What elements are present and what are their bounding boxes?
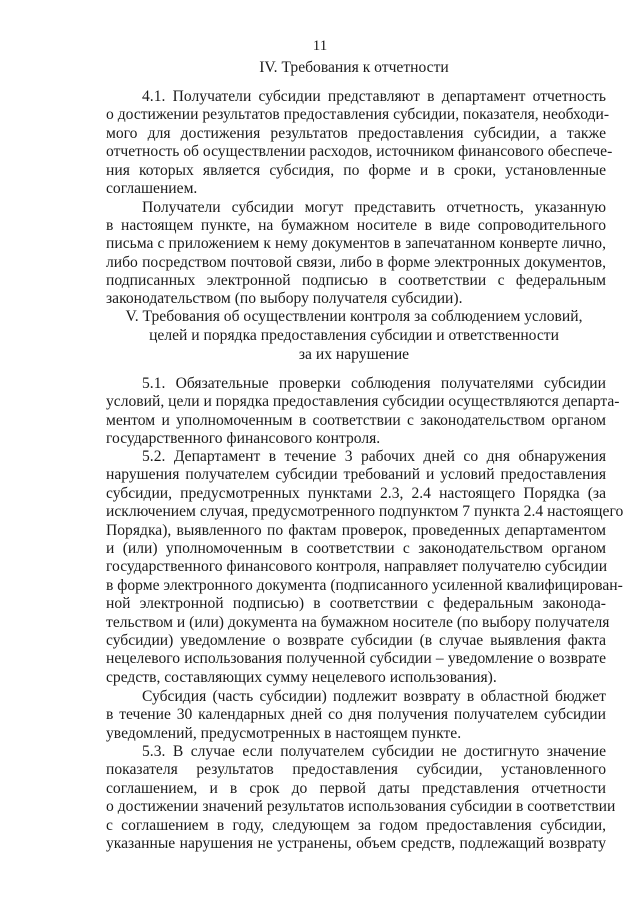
text-line: Порядка), выявленного по фактам проверок, проведенных департаментом — [106, 521, 606, 539]
text-line: указанные нарушения не устранены, объем средств, подлежащий возврату — [106, 834, 606, 852]
text-line: соглашением, и в срок до первой даты представления отчетности — [106, 779, 606, 797]
paragraph-5-1 — [106, 375, 620, 449]
paragraph-5-2 — [106, 448, 624, 687]
heading-line: за их нарушение — [298, 346, 410, 363]
text-line: мого для достижения результатов предоставления субсидии, а также — [106, 124, 606, 142]
text-line: отчетность об осуществлении расходов, источником финансового обеспече- — [106, 143, 613, 161]
paragraph-5-2-refund — [106, 688, 606, 743]
text-line: нецелевого использования полученной субсидии – уведомление о возврате — [106, 650, 606, 668]
text-line: ной электронной подписью) в соответствии с федеральным законода- — [106, 595, 606, 613]
text-line: исключением случая, предусмотренного подпунктом 7 пункта 2.4 настоящего — [106, 503, 624, 521]
text-line: в настоящем пункте, на бумажном носителе в виде сопроводительного — [106, 216, 606, 234]
paragraph-5-3 — [106, 743, 616, 853]
text-line: 5.2. Департамент в течение 3 рабочих дней со дня обнаружения — [142, 448, 606, 465]
text-line: Получатели субсидии могут представить отчетность, указанную — [142, 198, 606, 216]
text-line: средств, составляющих сумму нецелевого использования). — [106, 668, 497, 686]
text-line: Субсидия (часть субсидии) подлежит возврату в областной бюджет — [142, 688, 606, 705]
text-line: тельством и (или) документа на бумажном носителе (по выбору получателя — [106, 613, 610, 631]
text-line: государственного финансового контроля. — [106, 430, 381, 448]
text-line: нарушения получателем субсидии требований и условий предоставления — [106, 466, 606, 484]
text-line: 5.1. Обязательные проверки соблюдения получателями субсидии — [142, 375, 606, 392]
text-line: ментом и уполномоченным в соответствии с законодательством органом — [106, 411, 606, 429]
text-line: 5.3. В случае если получателем субсидии не достигнуто значение — [142, 743, 606, 760]
text-line: уведомлений, предусмотренных в настоящем пункте. — [106, 724, 462, 742]
text-line: субсидии, предусмотренных пунктами 2.3, 2.4 настоящего Порядка (за — [106, 484, 606, 502]
heading-line: V. Требования об осуществлении контроля за соблюдением условий, — [125, 308, 583, 325]
text-line: в форме электронного документа (подписанного усиленной квалифицирован- — [106, 576, 623, 594]
text-line: о достижении результатов предоставления субсидии, показателя, необходи- — [106, 106, 610, 124]
page-number: 11 — [312, 38, 328, 54]
text-line: либо посредством почтовой связи, либо в форме электронных документов, — [106, 253, 606, 271]
text-line: субсидии) уведомление о возврате субсидии (в случае выявления факта — [106, 631, 606, 649]
text-line: показателя результатов предоставления субсидии, установленного — [106, 761, 606, 779]
heading-line: целей и порядка предоставления субсидии и ответственности — [149, 327, 559, 344]
text-line: государственного финансового контроля, направляет получателю субсидии — [106, 558, 608, 576]
text-line: о достижении значений результатов использования субсидии в соответствии — [106, 798, 616, 816]
section-4-heading: IV. Требования к отчетности — [259, 59, 449, 76]
text-line: ния которых является субсидия, по форме и в сроки, установленные — [106, 161, 606, 179]
text-line: условий, цели и порядка предоставления субсидии осуществляются департа- — [106, 393, 620, 411]
text-line: подписанных электронной подписью в соответствии с федеральным — [106, 272, 606, 290]
section-5-heading — [100, 307, 608, 364]
paragraph-4-1 — [106, 88, 613, 198]
text-line: с соглашением в году, следующем за годом предоставления субсидии, — [106, 816, 606, 834]
text-line: в течение 30 календарных дней со дня получения получателем субсидии — [106, 706, 606, 724]
paragraph-4-2 — [106, 199, 606, 309]
text-line: 4.1. Получатели субсидии представляют в департамент отчетность — [142, 88, 606, 105]
text-line: и (или) уполномоченным в соответствии с законодательством органом — [106, 539, 606, 557]
text-line: письма с приложением к нему документов в запечатанном конверте лично, — [106, 235, 606, 253]
text-line: соглашением. — [106, 179, 198, 197]
text-line: законодательством (по выбору получателя субсидии). — [106, 290, 463, 308]
